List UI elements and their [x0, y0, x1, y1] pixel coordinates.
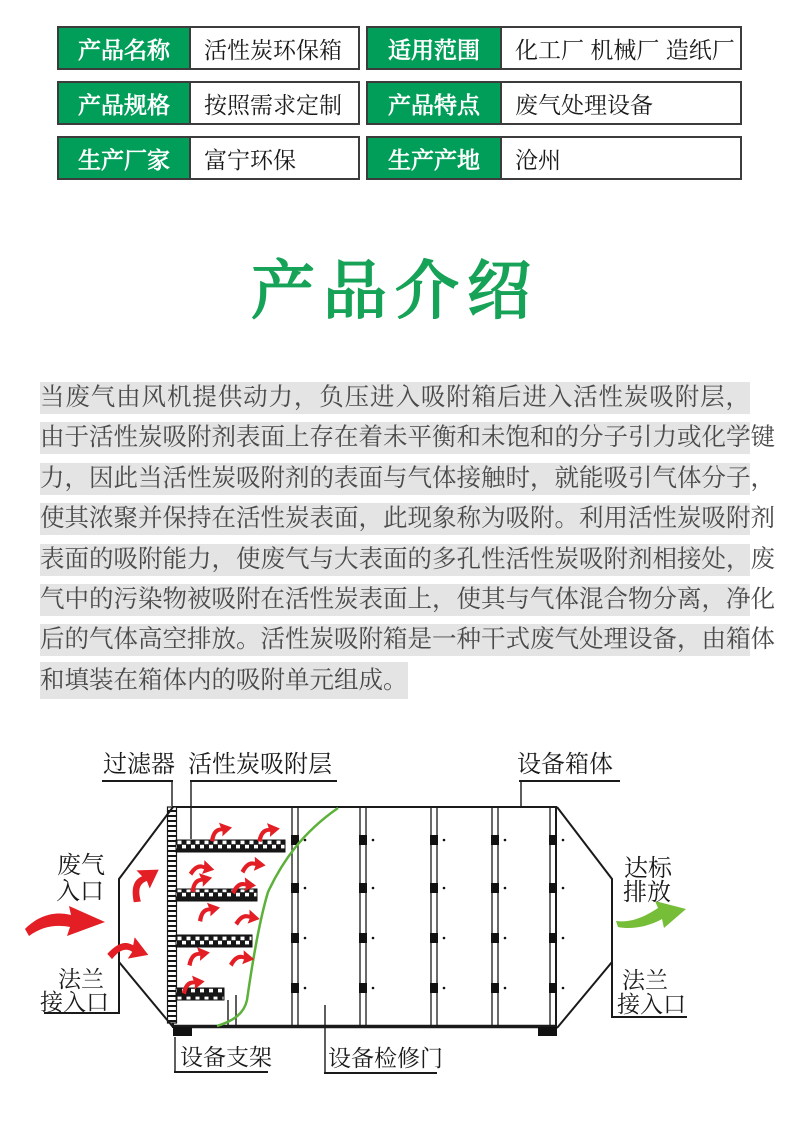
spec-value: 富宁环保: [189, 138, 358, 178]
inlet-label: [56, 852, 105, 905]
support-foot: [173, 1027, 192, 1036]
description-line: 和填装在箱体内的吸附单元组成。: [40, 661, 750, 701]
inlet-hopper: [119, 807, 173, 1027]
inlet-label-line1: 废气: [57, 852, 105, 880]
spec-label: 生产厂家: [59, 138, 189, 178]
spec-value: 按照需求定制: [189, 83, 358, 123]
callout-cabinet: [517, 751, 620, 806]
spec-label: 生产产地: [368, 138, 500, 178]
callout-filter: [102, 751, 175, 806]
callout-flange-right: [611, 967, 687, 1017]
flange-right-line2: 接入口: [617, 991, 686, 1018]
spec-value: 化工厂 机械厂 造纸厂: [500, 28, 740, 68]
spec-label: 产品名称: [59, 28, 189, 68]
spec-label: 产品规格: [59, 83, 189, 123]
description-line: 力，因此当活性炭吸附剂的表面与气体接触时，就能吸引气体分子，: [40, 459, 750, 499]
description-line: 后的气体高空排放。活性炭吸附箱是一种干式废气处理设备，由箱体: [40, 620, 750, 660]
product-description: [40, 378, 775, 701]
spec-label: 产品特点: [368, 83, 500, 123]
page-title: 产品介绍: [251, 255, 539, 327]
spec-pair: [366, 26, 742, 70]
filter-strip: [168, 807, 177, 1023]
spec-pair: [366, 136, 742, 180]
description-line: 气中的污染物被吸附在活性炭表面上，使其与气体混合物分离，净化: [40, 580, 750, 620]
spec-value: 废气处理设备: [500, 83, 740, 123]
filter-label: 过滤器: [103, 751, 175, 779]
callout-support: [174, 1037, 272, 1072]
flange-left-line1: 法兰: [58, 966, 104, 993]
spec-pair: [57, 26, 360, 70]
product-spec-table: [57, 0, 742, 180]
equipment-diagram: [0, 748, 790, 1131]
flange-left-line2: 接入口: [40, 989, 109, 1016]
callout-flange-left: [40, 966, 120, 1015]
description-line: 当废气由风机提供动力，负压进入吸附箱后进入活性炭吸附层，: [40, 378, 750, 418]
description-line: 表面的吸附能力，使废气与大表面的多孔性活性炭吸附剂相接处，废: [40, 540, 750, 580]
outlet-label-line2: 排放: [623, 879, 671, 907]
cabinet-label: 设备箱体: [517, 751, 613, 779]
description-line: 由于活性炭吸附剂表面上存在着未平衡和未饱和的分子引力或化学键: [40, 418, 750, 458]
spec-value: 活性炭环保箱: [189, 28, 358, 68]
inlet-label-line2: 入口: [56, 878, 104, 906]
flange-right-line1: 法兰: [622, 967, 668, 994]
support-foot: [538, 1027, 557, 1036]
spec-pair: [57, 81, 360, 125]
outlet-label: [623, 855, 673, 906]
outlet-label-line1: 达标: [624, 855, 672, 883]
spec-row: [57, 81, 742, 125]
description-line: 使其浓聚并保持在活性炭表面，此现象称为吸附。利用活性炭吸附剂: [40, 499, 750, 539]
spec-pair: [366, 81, 742, 125]
access-door-label: 设备检修门: [328, 1045, 443, 1072]
spec-row: [57, 136, 742, 180]
carbon-layer-label: 活性炭吸附层: [188, 751, 332, 779]
outlet-hopper: [557, 807, 612, 1028]
spec-row: [57, 26, 742, 70]
spec-pair: [57, 136, 360, 180]
support-label: 设备支架: [180, 1044, 272, 1071]
spec-label: 适用范围: [368, 28, 500, 68]
spec-value: 沧州: [500, 138, 740, 178]
inlet-arrow-icon: [25, 906, 105, 936]
